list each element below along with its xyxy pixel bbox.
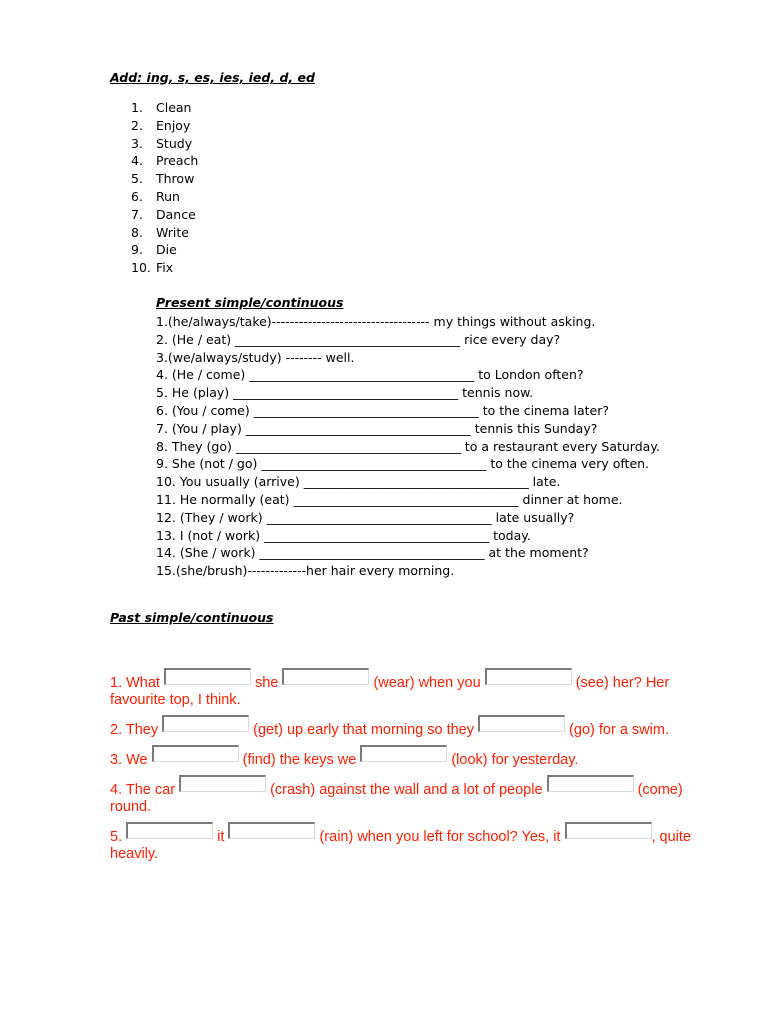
exercise-sentence: 1.(he/always/take)----------------------------------- my things without asking. [156,314,596,329]
item-number: 4. [131,153,143,169]
exercise-sentence: 2. (He / eat) ____________________________________ rice every day? [156,331,561,347]
answer-field[interactable] [179,775,266,792]
exercise-text: (wear) when you [369,675,485,691]
section-title-present: Present simple/continuous [156,295,344,310]
exercise-sentence: 7. (You / play) ____________________________________ tennis this Sunday? [156,420,598,436]
item-word: Enjoy [156,117,191,133]
item-word: Clean [156,100,192,115]
exercise-sentence: 8. They (go) ____________________________________ to a restaurant every Saturday. [156,438,660,454]
past-exercise-list [110,668,710,863]
list-item [110,206,198,224]
exercise-sentence: 3.(we/always/study) -------- well. [156,349,355,365]
exercise-text: (find) the keys we [238,752,361,768]
list-item [110,224,198,242]
exercise-sentence: 10. You usually (arrive) ____________________________________ late. [156,474,561,490]
list-item [110,135,198,153]
exercise-text: 1. What [110,675,164,691]
exercise-text: (rain) when you left for school? Yes, it [315,829,565,845]
exercise-sentence: 6. (You / come) ____________________________________ to the cinema later? [156,402,609,418]
list-item [110,259,198,277]
exercise-sentence: 5. He (play) ____________________________________ tennis now. [156,385,534,401]
list-item [110,152,198,170]
exercise-text: (come) round. [110,782,683,815]
exercise-item [110,822,710,863]
list-item [110,170,198,188]
item-number: 5. [131,171,143,187]
item-word: Run [156,188,180,204]
exercise-text: 2. They [110,722,163,738]
answer-field[interactable] [282,668,369,685]
exercise-item [110,775,710,816]
item-number: 2. [131,117,143,133]
answer-field[interactable] [126,822,213,839]
exercise-text: 5. [110,829,127,845]
item-word: Study [156,135,193,151]
exercise-text: (look) for yesterday. [447,752,579,768]
answer-field[interactable] [152,745,239,762]
list-item [110,188,198,206]
exercise-sentence: 9. She (not / go) ____________________________________ to the cinema very often. [156,456,650,472]
exercise-text: (see) her? Her favourite top, I think. [110,675,670,708]
exercise-text: (go) for a swim. [565,722,669,738]
exercise-text: 4. The car [110,782,180,798]
list-item [110,241,198,259]
exercise-text: she [251,675,283,691]
item-number: 10. [131,260,151,276]
exercise-sentence: 12. (They / work) ____________________________________ late usually? [156,509,575,525]
answer-field[interactable] [547,775,634,792]
list-item [110,99,198,117]
answer-field[interactable] [565,822,652,839]
exercise-sentence: 13. I (not / work) ____________________________________ today. [156,527,531,543]
answer-field[interactable] [485,668,572,685]
item-word: Dance [156,206,196,222]
exercise-text: 3. We [110,752,152,768]
item-word: Write [156,224,190,240]
exercise-sentence: 15.(she/brush)-------------her hair every morning. [156,563,455,579]
item-number: 8. [131,224,143,240]
item-number: 7. [131,206,143,222]
exercise-sentence: 11. He normally (eat) ____________________________________ dinner at home. [156,491,623,507]
exercise-item [110,668,710,709]
item-number: 6. [131,188,143,204]
item-word: Preach [156,153,199,169]
item-word: Throw [156,171,195,187]
exercise-text: , quite heavily. [110,829,691,862]
answer-field[interactable] [360,745,447,762]
list-item [110,117,198,135]
item-number: 9. [131,242,143,258]
answer-field[interactable] [478,715,565,732]
item-word: Fix [156,260,174,276]
exercise-sentence: 14. (She / work) ____________________________________ at the moment? [156,545,589,561]
answer-field[interactable] [162,715,249,732]
answer-field[interactable] [228,822,315,839]
exercise-text: (crash) against the wall and a lot of people [266,782,547,798]
exercise-sentence: 4. (He / come) ____________________________________ to London often? [156,367,584,383]
item-number: 3. [131,135,143,151]
section-title-add-suffixes: Add: ing, s, es, ies, ied, d, ed [110,70,315,85]
present-exercise-list [156,313,660,580]
exercise-text: (get) up early that morning so they [249,722,479,738]
item-number: 1. [131,100,143,115]
exercise-item [110,745,710,769]
item-word: Die [156,242,177,258]
exercise-text: it [213,829,229,845]
exercise-item [110,715,710,739]
section-title-past: Past simple/continuous [110,610,274,625]
answer-field[interactable] [164,668,251,685]
word-list [110,99,198,277]
